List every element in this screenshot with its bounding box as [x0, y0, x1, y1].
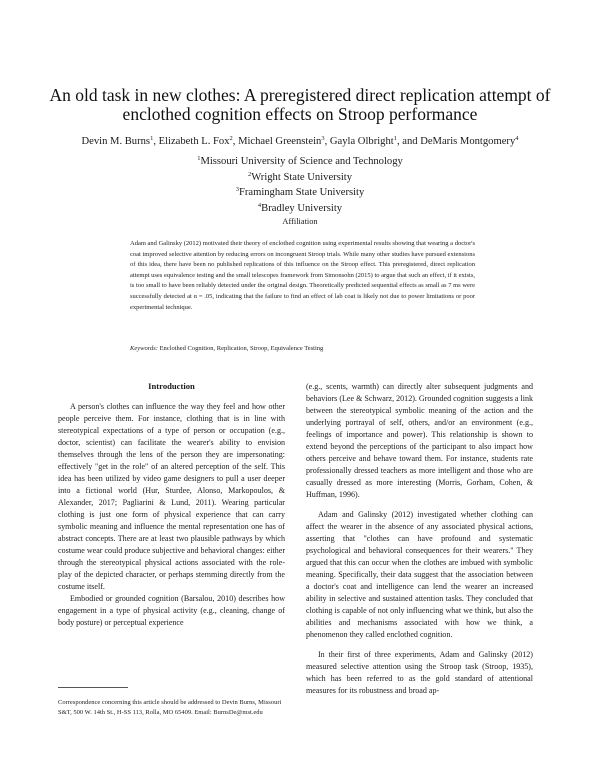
keywords: [130, 344, 475, 354]
author-list: Devin M. Burns$^1$, Elizabeth L. Fox$^2$, Michael Greenstein$^3$, Gayla Olbright$^1$, and DeMaris Montgomery$^4$: [81, 135, 519, 147]
author: DeMaris Montgomery$^4$: [420, 135, 519, 147]
author: Devin M. Burns$^1$: [81, 135, 154, 147]
section-heading-introduction: Introduction: [148, 381, 195, 391]
paragraph: (e.g., scents, warmth) can directly alter subsequent judgments and behaviors (Lee & Schwarz, 2012). Grounded cognition suggests a link between the stereotypical symbolic meaning of the action and the underlying portrayal of self, others, and/or an environment (e.g., feelings of importance and power). This relationship is shown to extend beyond the perceptions of the participant to also impact how others perceive and behave toward them. For instance, students rate professionally dressed teachers as more intelligent and those who are casually dressed as more interesting (Morris, Gorham, Cohen, & Huffman, 1996).: [306, 382, 533, 499]
keywords-list: Enclothed Cognition, Replication, Stroop, Equivalence Testing: [159, 345, 324, 352]
affiliation: $^4$Bradley University: [257, 202, 343, 215]
affiliation: $^1$Missouri University of Science and Technology: [197, 155, 403, 167]
paragraph: Adam and Galinsky (2012) investigated whether clothing can affect the wearer in the absence of any associated physical actions, asserting that "clothes can have profound and systematic psychological and behavioral consequences for their wearers." They argued that this can occur when the clothes are imbued with symbolic meaning. Specifically, their data suggest that the association between a doctor's coat and intelligence can lend the wearer an increased ability in selective and sustained attention tasks. They concluded that clothing is capable of not only influencing what we think, but also the abilities and mechanisms associated with how we think, a phenomenon they called enclothed cognition.: [306, 510, 533, 639]
paragraph: Embodied or grounded cognition (Barsalou, 2010) describes how engagement in a type of physical activity (e.g., cleaning, change of body posture) or perceptual experience: [58, 594, 285, 627]
affiliation-label: Affiliation: [282, 216, 318, 226]
footnote-divider: [58, 687, 128, 688]
correspondence-footnote: Correspondence concerning this article should be addressed to Devin Burns, Missouri S&T, 500 W. 14th St., H-SS 113, Rolla, MO 65409. Email: BurnsDe@mst.edu: [58, 699, 282, 716]
affiliation: $^3$Framingham State University: [235, 186, 365, 199]
affiliation: $^2$Wright State University: [247, 170, 353, 183]
paragraph: A person's clothes can influence the way they feel and how other people perceive them. For instance, clothing that is in line with stereotypical expectations of a type of person or occupation (e.g., doctor, scientist) can facilitate the wearer's ability to envision themselves through the lens of the person they are impersonating: effectively "get in the role" of an altered perception of the self. This idea has been utilized by video game designers to pull a user deeper into a fictional world (Hur, Sturdee, Alonso, Markopoulos, & Alexander, 2017; Pagliarini & Lund, 2011). Wearing particular clothing is just one form of physical experience that can carry symbolic meaning and influence the mental representation one has of abstract concepts. There are at least two plausible pathways by which costume wear could produce subjective and behavioral changes: either through the stereotypical physical actions associated with the role-play of the depicted character, or perhaps stemming directly from the costume itself.: [58, 402, 286, 591]
author-and: and: [402, 136, 418, 147]
affiliation-list: [100, 153, 500, 227]
author: Gayla Olbright$^1$: [329, 135, 397, 147]
right-column: [306, 381, 533, 697]
paper-title: An old task in new clothes: A preregistered direct replication attempt of enclothed cognition effects on Stroop performance: [49, 85, 551, 124]
author: Elizabeth L. Fox$^2$: [158, 135, 233, 147]
left-column: [58, 380, 285, 629]
abstract: Adam and Galinsky (2012) motivated their theory of enclothed cognition using experimental results showing that wearing a doctor's coat improved selective attention by reducing errors on incongruent Stroop trials. While many other studies have pursued extensions of this idea, there have been no published replications of this influence on the Stroop effect. This preregistered, direct replication attempt uses equivalence testing and the small telescopes framework from Simonsohn (2015) to argue that such an effect, if it exists, is too small to have been reliably detected under the original design. Theoretically predicted sequential effects as small as 7 ms were successfully detected at α = .05, indicating that the failure to find an effect of lab coat is likely not due to power limitations or poor experimental technique.: [130, 240, 475, 311]
keywords-label: Keywords:: [130, 345, 158, 352]
paragraph: In their first of three experiments, Adam and Galinsky (2012) measured selective attention using the Stroop task (Stroop, 1935), which has been referred to as the gold standard of attentional measures for its robustness and broad ap-: [306, 650, 533, 695]
author: Michael Greenstein$^3$: [238, 135, 325, 147]
